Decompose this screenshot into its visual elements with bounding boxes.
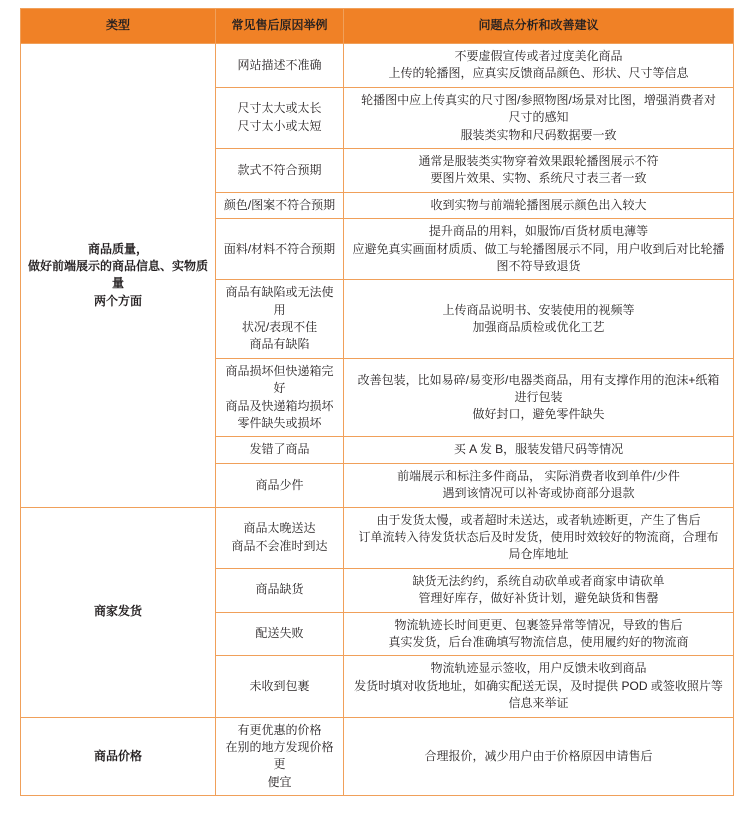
reason-line: 有更优惠的价格 bbox=[237, 722, 322, 737]
advice-cell bbox=[344, 568, 734, 612]
category-cell bbox=[21, 717, 216, 796]
advice-line: 改善包装，比如易碎/易变形/电器类商品，用有支撑作用的泡沫+纸箱 bbox=[357, 372, 720, 387]
advice-cell bbox=[344, 280, 734, 359]
reason-cell bbox=[216, 507, 344, 568]
reason-line: 尺寸太小或太短 bbox=[237, 118, 322, 133]
header-cell-reason: 常见售后原因举例 bbox=[216, 9, 344, 44]
reason-line: 商品有缺陷 bbox=[249, 337, 310, 352]
reason-line: 商品及快递箱均损坏 bbox=[225, 398, 334, 413]
advice-line: 轮播图中应上传真实的尺寸图/参照物图/场景对比图，增强消费者对 bbox=[361, 92, 716, 107]
advice-line: 进行包装 bbox=[514, 389, 563, 404]
advice-line: 物流轨迹长时间更更、包裹签异常等情况，导致的售后 bbox=[394, 617, 683, 632]
header-cell-type: 类型 bbox=[21, 9, 216, 44]
reason-line: 配送失败 bbox=[255, 626, 304, 641]
reason-line: 款式不符合预期 bbox=[237, 162, 322, 177]
advice-line: 加强商品质检或优化工艺 bbox=[472, 320, 605, 335]
reason-cell bbox=[216, 568, 344, 612]
reason-line: 便宜 bbox=[267, 774, 292, 789]
advice-line: 图不符导致退货 bbox=[496, 258, 581, 273]
reason-cell bbox=[216, 612, 344, 656]
advice-cell bbox=[344, 219, 734, 280]
reason-line: 颜色/图案不符合预期 bbox=[223, 197, 336, 212]
table-header-row bbox=[21, 9, 734, 44]
advice-line: 前端展示和标注多件商品， 实际消费者收到单件/少件 bbox=[397, 468, 680, 483]
reason-line: 发错了商品 bbox=[249, 442, 310, 457]
reason-line: 商品有缺陷或无法使用 bbox=[225, 285, 334, 317]
category-line: 两个方面 bbox=[93, 293, 142, 308]
category-line: 商品质量， bbox=[87, 241, 148, 256]
reason-line: 零件缺失或损坏 bbox=[237, 416, 322, 431]
advice-line: 收到实物与前端轮播图展示颜色出入较大 bbox=[430, 197, 647, 212]
advice-cell bbox=[344, 87, 734, 148]
advice-cell bbox=[344, 437, 734, 463]
reason-cell bbox=[216, 219, 344, 280]
table-header bbox=[21, 9, 734, 44]
advice-cell bbox=[344, 44, 734, 88]
table-row bbox=[21, 507, 734, 568]
advice-line: 要图片效果、实物、系统尺寸表三者一致 bbox=[430, 171, 647, 186]
advice-line: 不要虚假宣传或者过度美化商品 bbox=[454, 49, 623, 63]
reason-cell bbox=[216, 717, 344, 796]
reason-line: 商品少件 bbox=[255, 477, 304, 492]
advice-cell bbox=[344, 192, 734, 218]
reason-cell bbox=[216, 463, 344, 507]
advice-line: 管理好库存，做好补货计划，避免缺货和售罄 bbox=[418, 591, 659, 606]
advice-line: 买 A 发 B，服装发错尺码等情况 bbox=[453, 442, 624, 457]
reason-cell bbox=[216, 280, 344, 359]
reason-cell bbox=[216, 87, 344, 148]
advice-line: 发货时填对收货地址，如确实配送无误，及时提供 POD 或签收照片等 bbox=[354, 678, 723, 693]
advice-cell bbox=[344, 148, 734, 192]
advice-cell bbox=[344, 463, 734, 507]
advice-cell bbox=[344, 717, 734, 796]
advice-line: 上传的轮播图，应真实反馈商品颜色、形状、尺寸等信息 bbox=[388, 66, 689, 81]
reason-line: 未收到包裹 bbox=[249, 678, 310, 693]
table-row bbox=[21, 717, 734, 796]
reason-cell bbox=[216, 148, 344, 192]
category-cell bbox=[21, 507, 216, 717]
reason-cell bbox=[216, 358, 344, 437]
advice-line: 通常是服装类实物穿着效果跟轮播图展示不符 bbox=[418, 153, 659, 168]
advice-cell bbox=[344, 656, 734, 717]
category-line: 商家发货 bbox=[93, 604, 142, 619]
reason-line: 在别的地方发现价格更 bbox=[225, 739, 334, 772]
category-line: 做好前端展示的商品信息、实物质量 bbox=[27, 258, 208, 291]
advice-line: 遇到该情况可以补寄或协商部分退款 bbox=[442, 486, 635, 501]
advice-line: 合理报价，减少用户由于价格原因申请售后 bbox=[424, 748, 653, 763]
reason-line: 网站描述不准确 bbox=[237, 57, 322, 72]
advice-line: 做好封口，避免零件缺失 bbox=[472, 407, 605, 422]
reason-cell bbox=[216, 192, 344, 218]
advice-line: 尺寸的感知 bbox=[508, 110, 569, 125]
advice-line: 提升商品的用料，如服饰/百货材质电薄等 bbox=[428, 224, 649, 239]
table-body bbox=[21, 44, 734, 796]
advice-line: 缺货无法约约，系统自动砍单或者商家申请砍单 bbox=[412, 573, 665, 588]
advice-line: 订单流转入待发货状态后及时发货，使用时效较好的物流商，合理布 bbox=[358, 529, 719, 544]
advice-line: 上传商品说明书、安装使用的视频等 bbox=[442, 302, 635, 317]
advice-line: 服装类实物和尺码数据要一致 bbox=[460, 127, 617, 142]
advice-cell bbox=[344, 358, 734, 437]
advice-line: 信息来举证 bbox=[508, 696, 569, 711]
reason-line: 状况/表现不佳 bbox=[241, 320, 318, 335]
advice-line: 真实发货，后台准确填写物流信息，使用履约好的物流商 bbox=[388, 634, 689, 649]
reason-line: 商品缺货 bbox=[255, 582, 304, 597]
reason-cell bbox=[216, 656, 344, 717]
category-line: 商品价格 bbox=[93, 748, 142, 763]
reason-line: 商品损坏但快递箱完好 bbox=[225, 363, 334, 396]
advice-line: 应避免真实画面材质质、做工与轮播图展示不同，用户收到后对比轮播 bbox=[352, 241, 725, 256]
reason-line: 商品不会准时到达 bbox=[231, 538, 328, 553]
advice-line: 物流轨迹显示签收，用户反馈未收到商品 bbox=[430, 661, 647, 676]
reason-line: 面料/材料不符合预期 bbox=[223, 241, 336, 256]
document-sheet bbox=[0, 8, 753, 828]
table-row bbox=[21, 44, 734, 88]
reason-cell bbox=[216, 437, 344, 463]
reason-cell bbox=[216, 44, 344, 88]
advice-line: 由于发货太慢，或者超时未送达，或者轨迹断更，产生了售后 bbox=[376, 512, 701, 527]
category-cell bbox=[21, 44, 216, 508]
aftersale-reason-table bbox=[20, 8, 734, 796]
advice-cell bbox=[344, 612, 734, 656]
advice-line: 局仓库地址 bbox=[508, 547, 569, 562]
reason-line: 尺寸太大或太长 bbox=[237, 101, 322, 116]
advice-cell bbox=[344, 507, 734, 568]
header-cell-advice: 问题点分析和改善建议 bbox=[344, 9, 734, 44]
reason-line: 商品太晚送达 bbox=[243, 521, 316, 536]
